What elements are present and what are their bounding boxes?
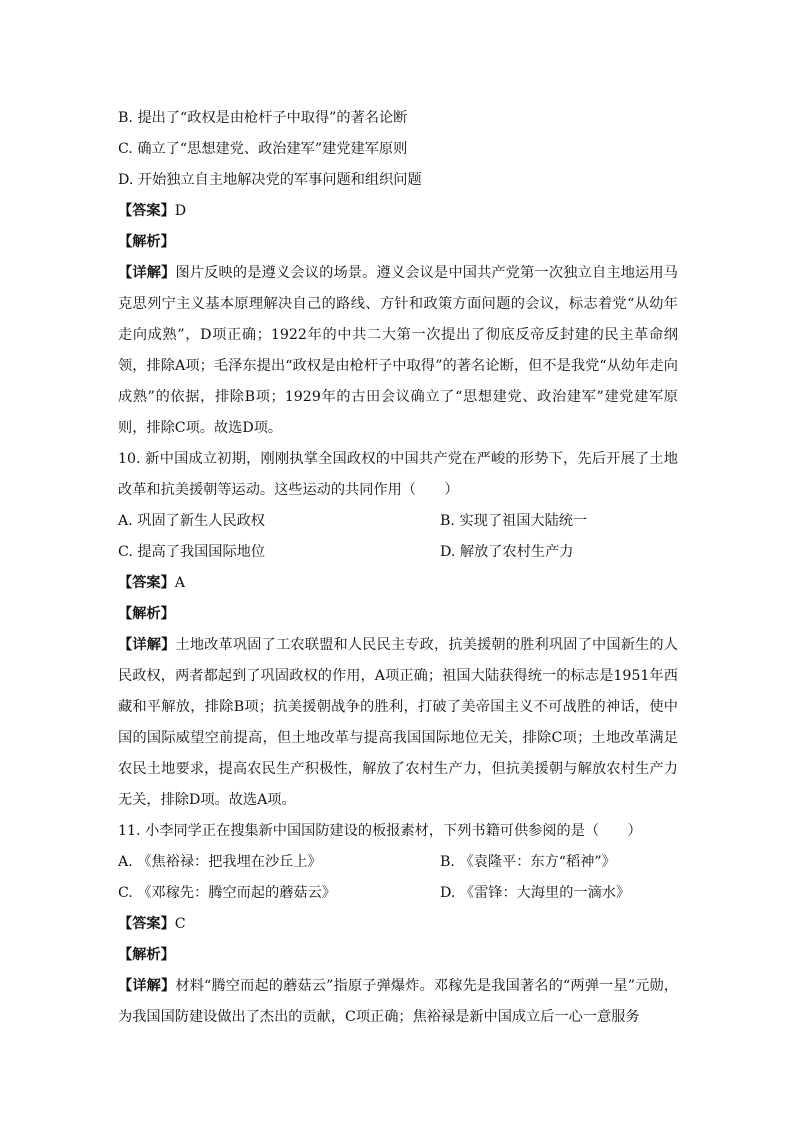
- q9-option-c: C. 确立了“思想建党、政治建军”建党建军原则: [118, 141, 408, 157]
- q10-option-c: C. 提高了我国国际地位: [118, 544, 266, 560]
- q9-answer-line: [118, 196, 678, 227]
- q10-option-b: B. 实现了祖国大陆统一: [440, 513, 588, 529]
- q10-answer: A: [174, 575, 186, 591]
- detail-tag: 【详解】: [118, 265, 176, 281]
- q10-analysis-tag: 【解析】: [118, 606, 175, 622]
- q9-answer: D: [174, 203, 187, 219]
- answer-tag: 【答案】: [118, 203, 175, 219]
- q11-options-row-1: [118, 847, 678, 878]
- detail-tag: 【详解】: [118, 978, 176, 994]
- q11-options-row-2: [118, 878, 678, 909]
- q11-option-b: B. 《袁隆平：东方“稻神”》: [440, 854, 616, 870]
- q10-options-row-2: [118, 537, 678, 568]
- q11-answer-line: [118, 909, 678, 940]
- q9-detail-text: 图片反映的是遵义会议的场景。遵义会议是中国共产党第一次独立自主地运用马克思列宁主义基本原理解决自己的路线、方针和政策方面问题的会议，标志着党“从幼年走向成熟”，D项正确；1922年的中共二大第一次提出了彻底反帝反封建的民主革命纲领，排除A项；毛泽东提出“政权是由枪杆子中取得”的著名论断，但不是我党“从幼年走向成熟”的依据，排除B项；1929年的古田会议确立了“思想建党、政治建军”建党建军原则，排除C项。故选D项。: [118, 265, 678, 436]
- q10-stem: 10. 新中国成立初期，刚刚执掌全国政权的中国共产党在严峻的形势下，先后开展了土地改革和抗美援朝等运动。这些运动的共同作用（ ）: [118, 451, 678, 498]
- q10-detail-text: 土地改革巩固了工农联盟和人民民主专政，抗美援朝的胜利巩固了中国新生的人民政权，两者都起到了巩固政权的作用，A项正确；祖国大陆获得统一的标志是1951年西藏和平解放，排除B项；抗美援朝战争的胜利，打破了美帝国主义不可战胜的神话，使中国的国际威望空前提高，但土地改革与提高我国国际地位无关，排除C项；土地改革满足农民土地要求，提高农民生产积极性，解放了农村生产力，但抗美援朝与解放农村生产力无关，排除D项。故选A项。: [118, 637, 678, 808]
- q11-answer: C: [174, 916, 186, 932]
- q9-analysis-tag: 【解析】: [118, 234, 175, 250]
- q9-detail: [118, 258, 678, 444]
- answer-tag: 【答案】: [118, 916, 175, 932]
- q11-option-a: A. 《焦裕禄：把我埋在沙丘上》: [118, 854, 322, 870]
- document-page: [118, 103, 678, 1033]
- q10-options-row-1: [118, 506, 678, 537]
- q11-option-d: D. 《雷锋：大海里的一滴水》: [440, 885, 631, 901]
- q10-option-a: A. 巩固了新生人民政权: [118, 513, 265, 529]
- q11-stem: 11. 小李同学正在搜集新中国国防建设的板报素材，下列书籍可供参阅的是（ ）: [118, 823, 642, 839]
- q10-detail: [118, 630, 678, 816]
- q10-option-d: D. 解放了农村生产力: [440, 544, 574, 560]
- q11-analysis-tag: 【解析】: [118, 947, 175, 963]
- q10-answer-line: [118, 568, 678, 599]
- q9-option-d: D. 开始独立自主地解决党的军事问题和组织问题: [118, 172, 422, 188]
- q11-detail: [118, 971, 678, 1033]
- q11-detail-text: 材料“腾空而起的蘑菇云”指原子弹爆炸。邓稼先是我国著名的“两弹一星”元勋，为我国国防建设做出了杰出的贡献，C项正确；焦裕禄是新中国成立后一心一意服务: [118, 978, 678, 1025]
- q9-option-b: B. 提出了“政权是由枪杆子中取得”的著名论断: [118, 110, 408, 126]
- q11-option-c: C. 《邓稼先：腾空而起的蘑菇云》: [118, 885, 336, 901]
- detail-tag: 【详解】: [118, 637, 176, 653]
- answer-tag: 【答案】: [118, 575, 175, 591]
